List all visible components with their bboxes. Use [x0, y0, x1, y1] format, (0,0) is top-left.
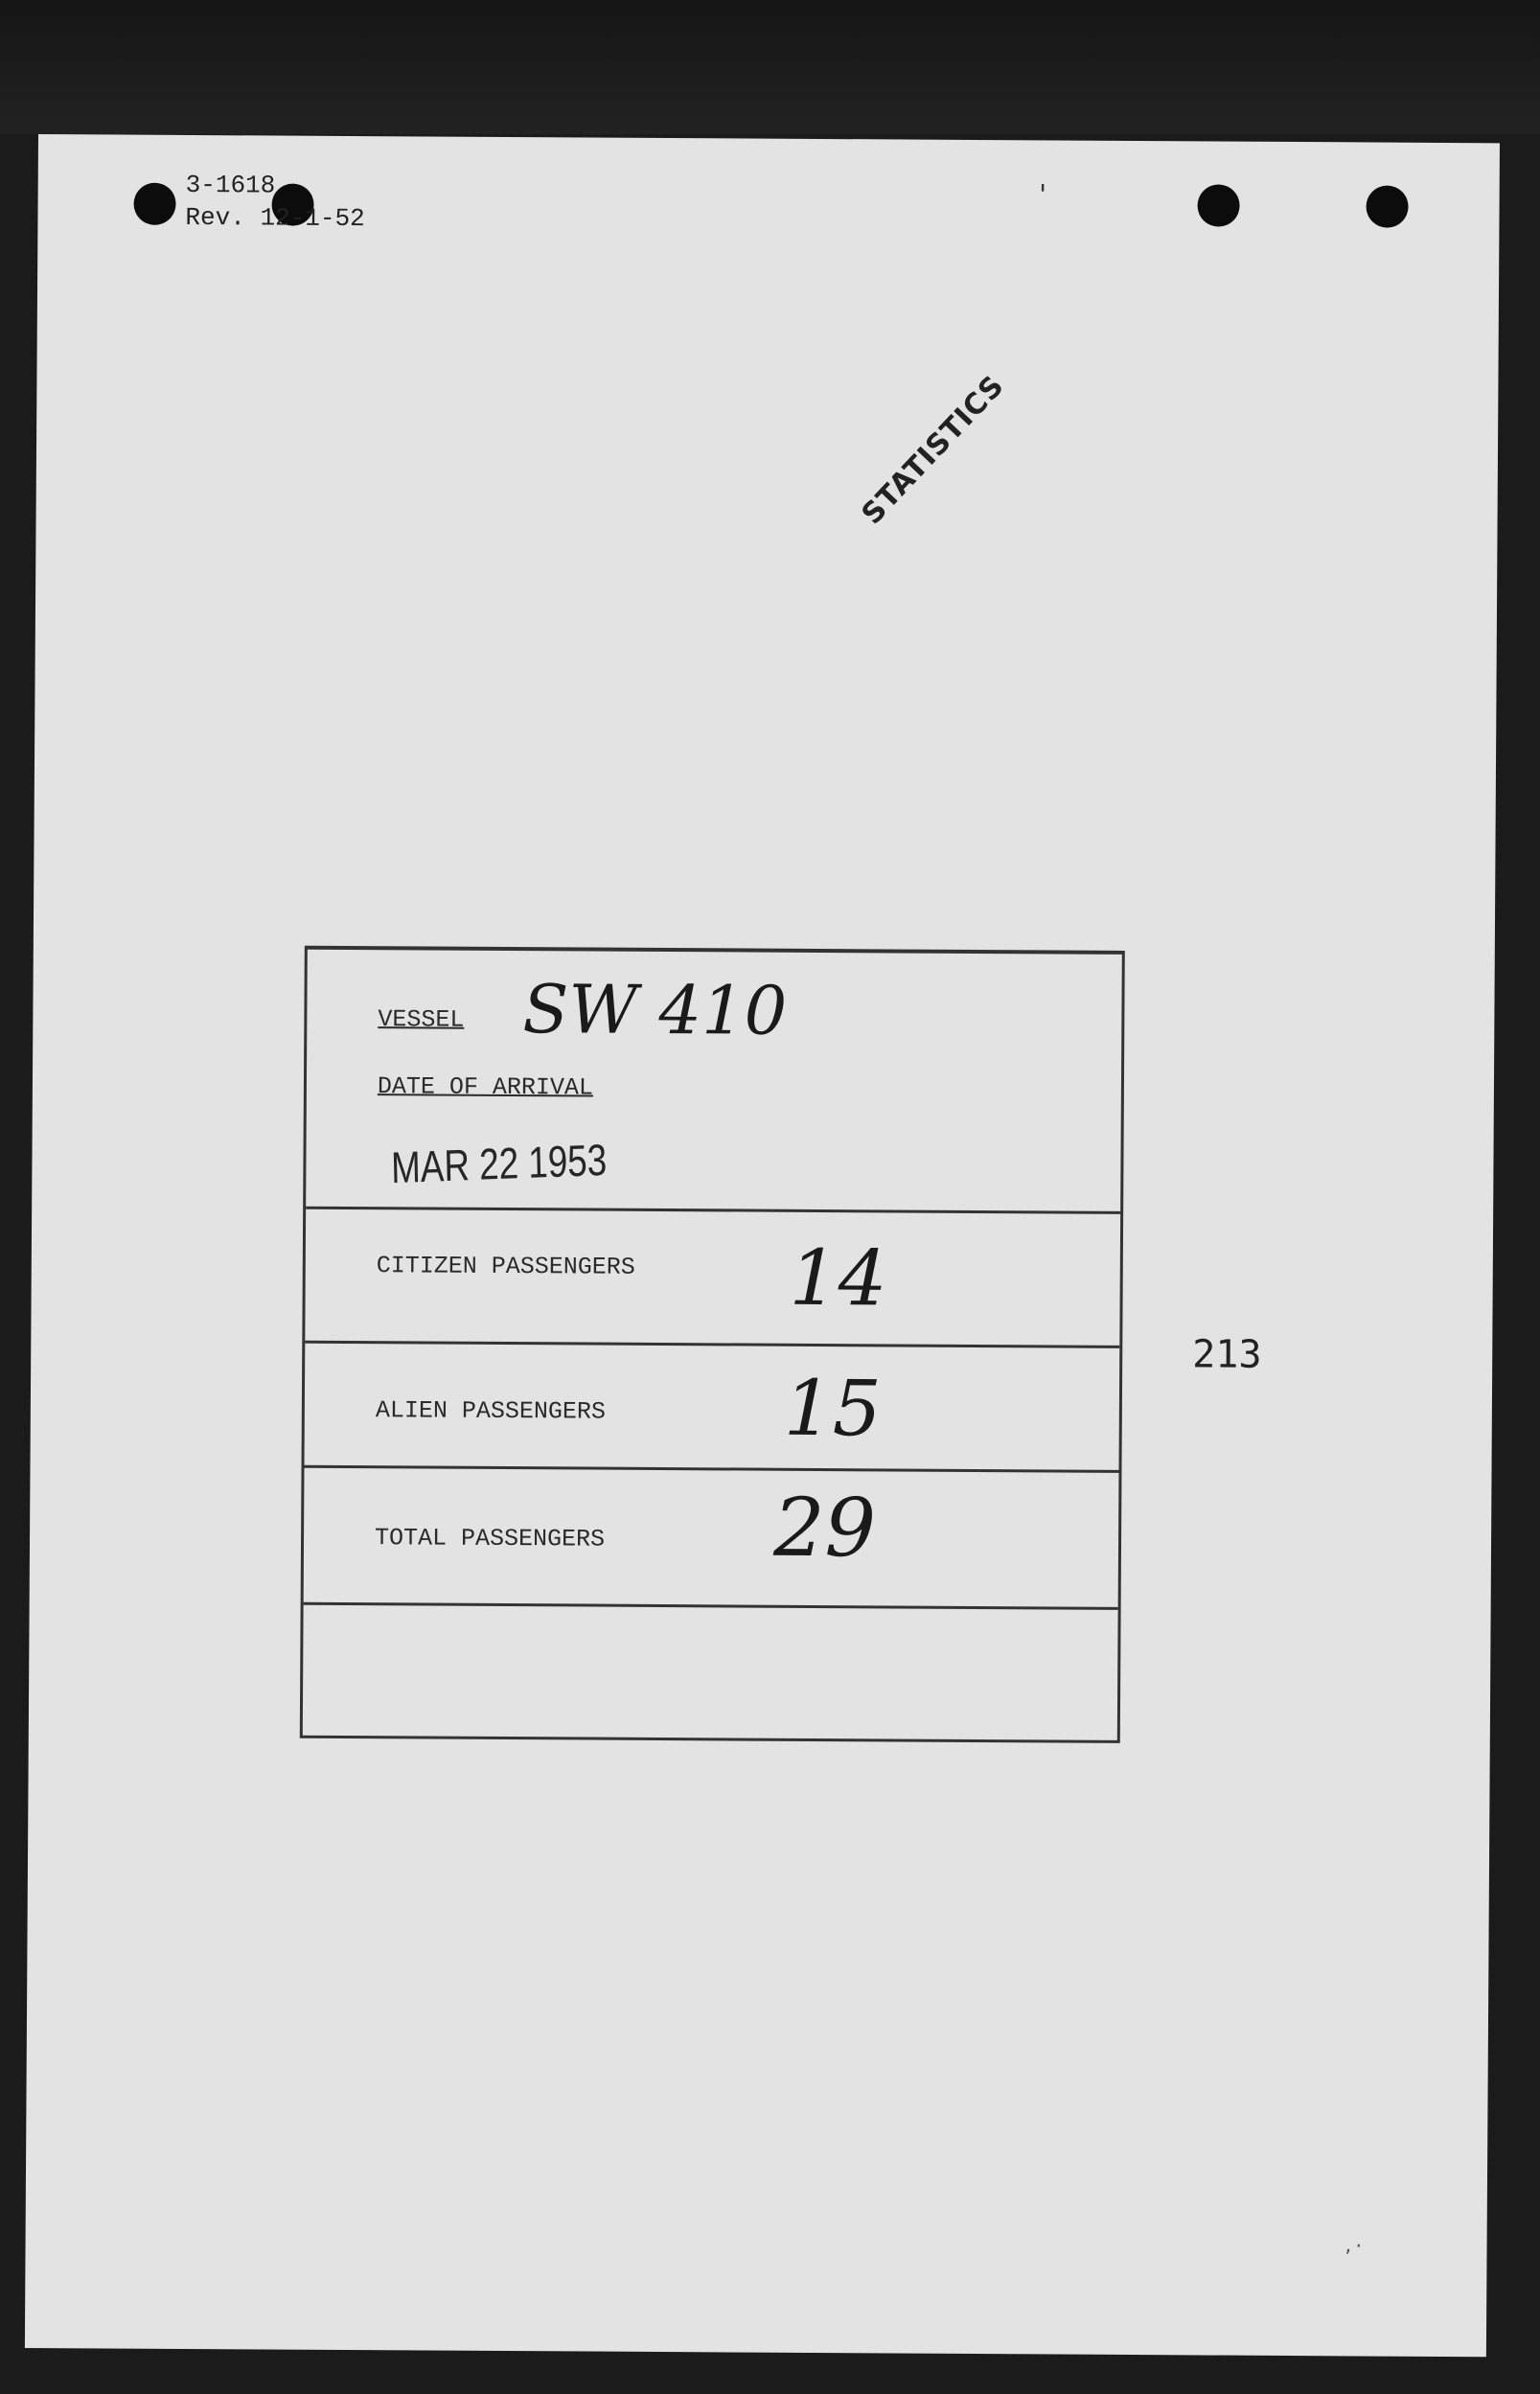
- corner-mark: ,·: [1343, 2236, 1365, 2257]
- total-value: 29: [772, 1480, 877, 1576]
- form-header: [185, 169, 365, 235]
- scan-border: [0, 0, 1540, 134]
- punch-hole: [1197, 184, 1239, 226]
- citizen-row: [305, 1207, 1120, 1348]
- citizen-label: CITIZEN PASSENGERS: [376, 1252, 635, 1281]
- alien-label: ALIEN PASSENGERS: [375, 1396, 607, 1426]
- citizen-value: 14: [789, 1232, 887, 1324]
- ink-mark: ': [1034, 178, 1051, 211]
- punch-hole: [133, 183, 175, 225]
- statistics-stamp: STATISTICS: [855, 369, 1012, 532]
- total-label: TOTAL PASSENGERS: [374, 1524, 606, 1554]
- side-number: 213: [1192, 1332, 1262, 1377]
- date-label: DATE OF ARRIVAL: [377, 1072, 594, 1102]
- punch-hole: [1366, 185, 1408, 227]
- vessel-value: SW 410: [522, 970, 788, 1050]
- blank-row: [303, 1602, 1118, 1740]
- date-stamp: MAR 22 1953: [390, 1134, 608, 1193]
- document-page: [25, 134, 1500, 2357]
- passenger-form: [300, 946, 1125, 1743]
- vessel-label: VESSEL: [378, 1005, 465, 1034]
- form-number: 3-1618: [185, 170, 276, 200]
- total-row: [304, 1465, 1119, 1610]
- form-revision: Rev. 12-1-52: [185, 202, 365, 234]
- alien-row: [305, 1341, 1120, 1473]
- alien-value: 15: [783, 1363, 882, 1454]
